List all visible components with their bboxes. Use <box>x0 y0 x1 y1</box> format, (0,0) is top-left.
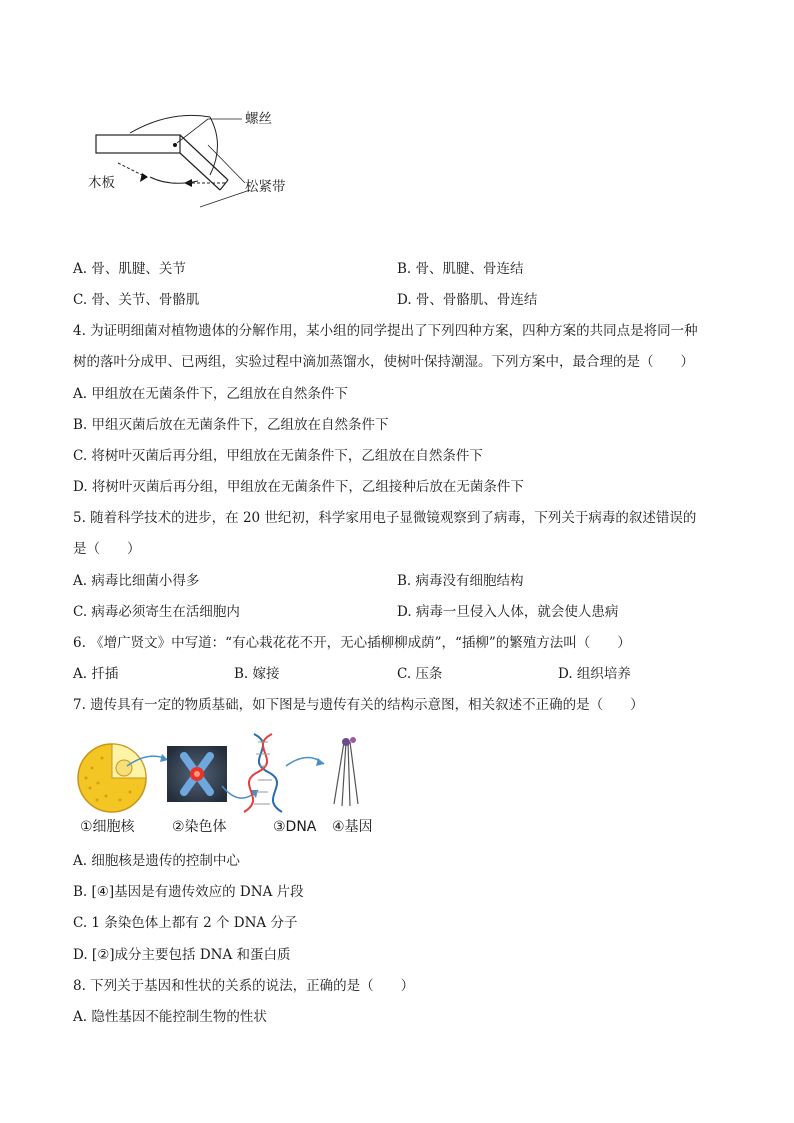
heredity-figure <box>72 728 372 818</box>
q5-stem-line1: 5. 随着科学技术的进步，在 20 世纪初，科学家用电子显微镜观察到了病毒，下列关于病毒的叙述错误的 <box>73 510 697 526</box>
board-rect <box>96 135 180 153</box>
caption-dna: ③DNA <box>273 819 317 835</box>
q5-option-a: A. 病毒比细菌小得多 <box>73 573 200 589</box>
bottom-line <box>200 190 250 207</box>
board-lower-edge <box>180 153 220 190</box>
heredity-diagram <box>72 728 372 818</box>
q7-stem: 7. 遗传具有一定的物质基础，如下图是与遗传有关的结构示意图，相关叙述不正确的是（ ） <box>73 697 644 713</box>
strap-label: 松紧带 <box>245 179 286 195</box>
strap-pointer <box>208 145 245 183</box>
q4-option-c: C. 将树叶灭菌后再分组，甲组放在无菌条件下，乙组放在自然条件下 <box>73 448 483 464</box>
q3-option-c: C. 骨、关节、骨骼肌 <box>73 292 200 308</box>
q5-option-c: C. 病毒必须寄生在活细胞内 <box>73 604 240 620</box>
screw-dot <box>173 143 177 147</box>
q5-stem-line2: 是（ ） <box>73 541 141 557</box>
q7-option-a: A. 细胞核是遗传的控制中心 <box>73 853 240 869</box>
gene-icon <box>334 737 358 806</box>
q5-option-d: D. 病毒一旦侵入人体，就会使人患病 <box>397 604 619 620</box>
screw-label: 螺丝 <box>245 111 272 127</box>
q7-option-d: D. [②]成分主要包括 DNA 和蛋白质 <box>73 947 291 963</box>
q7-option-b: B. [④]基因是有遗传效应的 DNA 片段 <box>73 884 304 900</box>
screw-pointer <box>177 119 208 143</box>
q6-option-c: C. 压条 <box>397 666 443 682</box>
caption-gene: ④基因 <box>332 819 373 835</box>
q4-stem-line2: 树的落叶分成甲、已两组，实验过程中滴加蒸馏水，使树叶保持潮湿。下列方案中，最合理的是（ ） <box>73 354 694 370</box>
q5-option-b: B. 病毒没有细胞结构 <box>397 573 524 589</box>
q3-option-a: A. 骨、肌腱、关节 <box>73 261 186 277</box>
q6-option-b: B. 嫁接 <box>234 666 280 682</box>
dashed-arrow-left <box>118 163 142 175</box>
board-label: 木板 <box>88 175 115 191</box>
chromosome-icon <box>167 746 227 802</box>
q6-option-d: D. 组织培养 <box>558 666 631 682</box>
q4-option-a: A. 甲组放在无菌条件下，乙组放在自然条件下 <box>73 386 348 402</box>
q6-stem: 6. 《增广贤文》中写道：“有心栽花花不开，无心插柳柳成荫”，“插柳”的繁殖方法叫（ ） <box>73 635 631 651</box>
q8-stem: 8. 下列关于基因和性状的关系的说法，正确的是（ ） <box>73 978 415 994</box>
q4-option-b: B. 甲组灭菌后放在无菌条件下，乙组放在自然条件下 <box>73 417 389 433</box>
q6-option-a: A. 扦插 <box>73 666 119 682</box>
q4-stem-line1: 4. 为证明细菌对植物遗体的分解作用，某小组的同学提出了下列四种方案，四种方案的共同点是将同一种 <box>73 323 698 339</box>
q8-option-a: A. 隐性基因不能控制生物的性状 <box>73 1009 267 1025</box>
upper-curve <box>130 115 210 133</box>
q3-option-d: D. 骨、骨骼肌、骨连结 <box>397 292 538 308</box>
dna-icon <box>244 734 282 812</box>
caption-chromosome: ②染色体 <box>172 819 227 835</box>
q4-option-d: D. 将树叶灭菌后再分组，甲组放在无菌条件下，乙组接种后放在无菌条件下 <box>73 479 524 495</box>
board-upper-edge <box>180 135 228 180</box>
nucleus-icon <box>78 744 146 812</box>
q3-option-b: B. 骨、肌腱、骨连结 <box>397 261 524 277</box>
caption-nucleus: ①细胞核 <box>80 819 135 835</box>
q7-option-c: C. 1 条染色体上都有 2 个 DNA 分子 <box>73 915 298 931</box>
board-end <box>220 180 228 190</box>
